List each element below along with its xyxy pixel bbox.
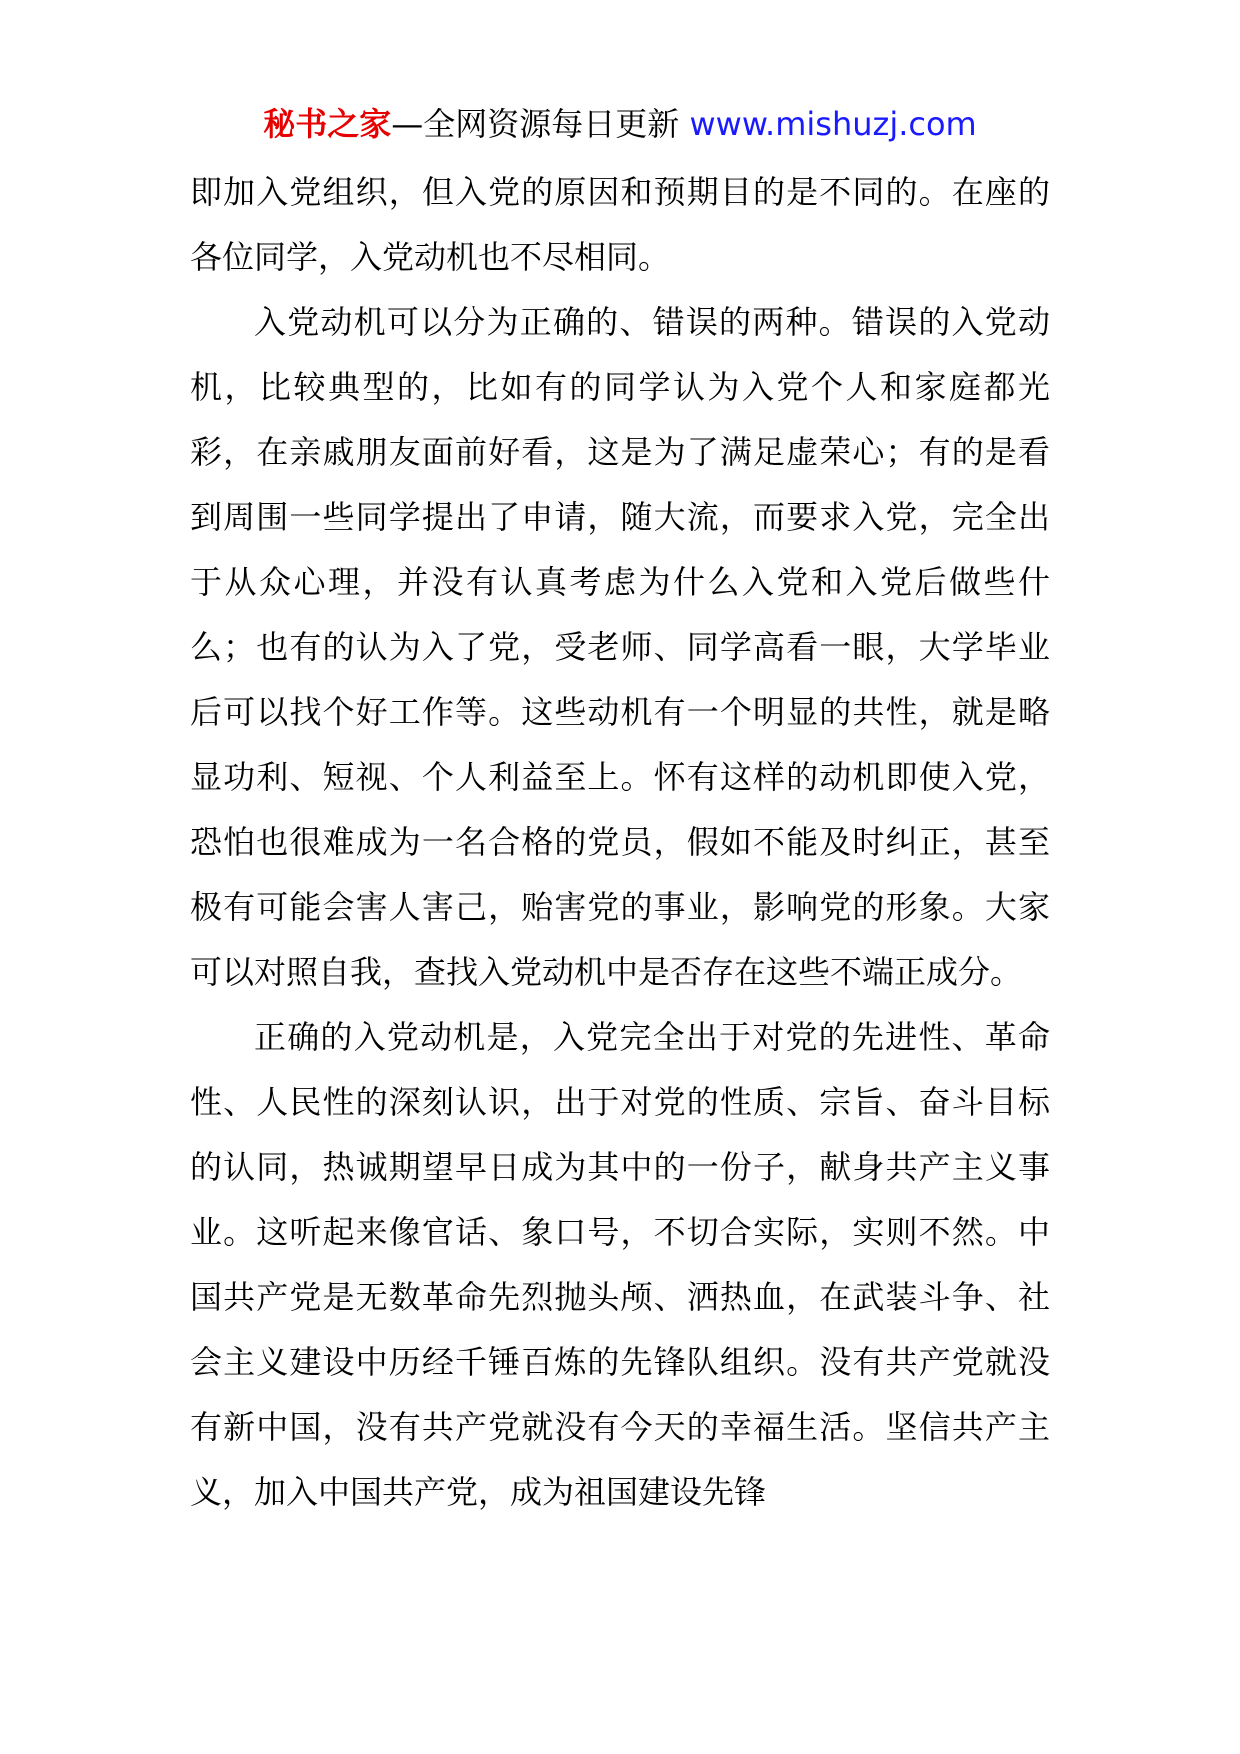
paragraph-continuation: 即加入党组织，但入党的原因和预期目的是不同的。在座的各位同学，入党动机也不尽相同。 [190,173,1050,276]
brand-name: 秘书之家 [263,105,392,143]
header-tagline: —全网资源每日更新 [391,105,690,143]
page-header [0,94,1240,154]
site-url-link[interactable]: www.mishuzj.com [689,105,977,143]
paragraph-correct-motives: 正确的入党动机是，入党完全出于对党的先进性、革命性、人民性的深刻认识，出于对党的性质、宗旨、奋斗目标的认同，热诚期望早日成为其中的一份子，献身共产主义事业。这听起来像官话、象口号，不切合实际，实则不然。中国共产党是无数革命先烈抛头颅、洒热血，在武装斗争、社会主义建设中历经千锤百炼的先锋队组织。没有共产党就没有新中国，没有共产党就没有今天的幸福生活。坚信共产主义，加入中国共产党，成为祖国建设先锋 [190,1018,1050,1511]
paragraph-wrong-motives: 入党动机可以分为正确的、错误的两种。错误的入党动机，比较典型的，比如有的同学认为入党个人和家庭都光彩，在亲戚朋友面前好看，这是为了满足虚荣心；有的是看到周围一些同学提出了申请，随大流，而要求入党，完全出于从众心理，并没有认真考虑为什么入党和入党后做些什么；也有的认为入了党，受老师、同学高看一眼，大学毕业后可以找个好工作等。这些动机有一个明显的共性，就是略显功利、短视、个人利益至上。怀有这样的动机即使入党，恐怕也很难成为一名合格的党员，假如不能及时纠正，甚至极有可能会害人害己，贻害党的事业，影响党的形象。大家可以对照自我，查找入党动机中是否存在这些不端正成分。 [190,303,1050,991]
document-body [190,160,1050,1525]
